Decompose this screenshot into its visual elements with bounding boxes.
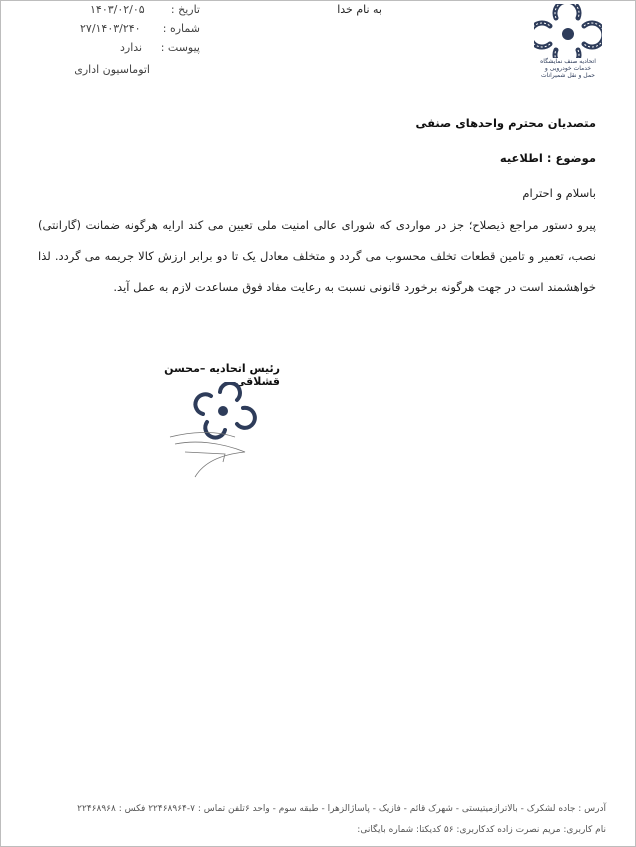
basmala: به نام خدا bbox=[337, 3, 382, 16]
greeting: باسلام و احترام bbox=[522, 186, 596, 200]
date-label: تاریخ : bbox=[170, 3, 200, 16]
recipient: متصدیان محترم واحدهای صنفی bbox=[415, 116, 596, 130]
subject: موضوع : اطلاعیه bbox=[499, 151, 596, 165]
system-row bbox=[60, 63, 150, 79]
number-row bbox=[60, 22, 200, 38]
logo-caption-2: خدمات خودرویی و bbox=[544, 65, 592, 72]
number-value: ۲۷/۱۴۰۳/۲۴۰ bbox=[80, 22, 141, 35]
seal-icon bbox=[165, 382, 275, 482]
date-value: ۱۴۰۳/۰۲/۰۵ bbox=[90, 3, 145, 16]
signature-seal bbox=[165, 382, 275, 482]
footer-author: نام کاربری: مریم نصرت زاده کدکاربری: ۵۶ کدیکتا: شماره بایگانی: bbox=[357, 825, 606, 835]
footer-address: آدرس : جاده لشکرک - بالاترازمیتیستی - شهرک قائم - فازیک - پاساژالزهرا - طبقه سوم - واحد ۶تلفن تماس : ۷-۲۲۴۶۸۹۶۴ فکس : ۲۲۴۶۸۹۶۸ bbox=[77, 804, 606, 814]
attachment-row bbox=[60, 41, 200, 57]
attachment-value: ندارد bbox=[120, 41, 143, 54]
letter-body: پیرو دستور مراجع ذیصلاح؛ جز در مواردی که شورای عالی امنیت ملی تعیین می کند ارایه هرگونه ضمانت (گارانتی) نصب، تعمیر و تامین قطعات تخلف محسوب می گردد و متخلف معادل یک تا دو برابر ارزش کالا جریمه می گردد. لذا خواهشمند است در جهت هرگونه برخورد قانونی نسبت به رعایت مفاد فوق مساعدت لازم به عمل آید. bbox=[38, 218, 596, 294]
system-label: اتوماسیون اداری bbox=[74, 63, 150, 76]
union-logo bbox=[534, 4, 602, 82]
attachment-label: پیوست : bbox=[160, 41, 200, 54]
date-row bbox=[60, 3, 200, 19]
union-logo-icon bbox=[534, 4, 602, 58]
number-label: شماره : bbox=[162, 22, 200, 35]
signer-title: رئیس اتحادیه –محسن قشلاقی bbox=[164, 362, 280, 388]
logo-caption-3: حمل و نقل شمیرانات bbox=[540, 72, 596, 79]
logo-caption-1: اتحادیه صنف نمایشگاه bbox=[540, 58, 596, 65]
